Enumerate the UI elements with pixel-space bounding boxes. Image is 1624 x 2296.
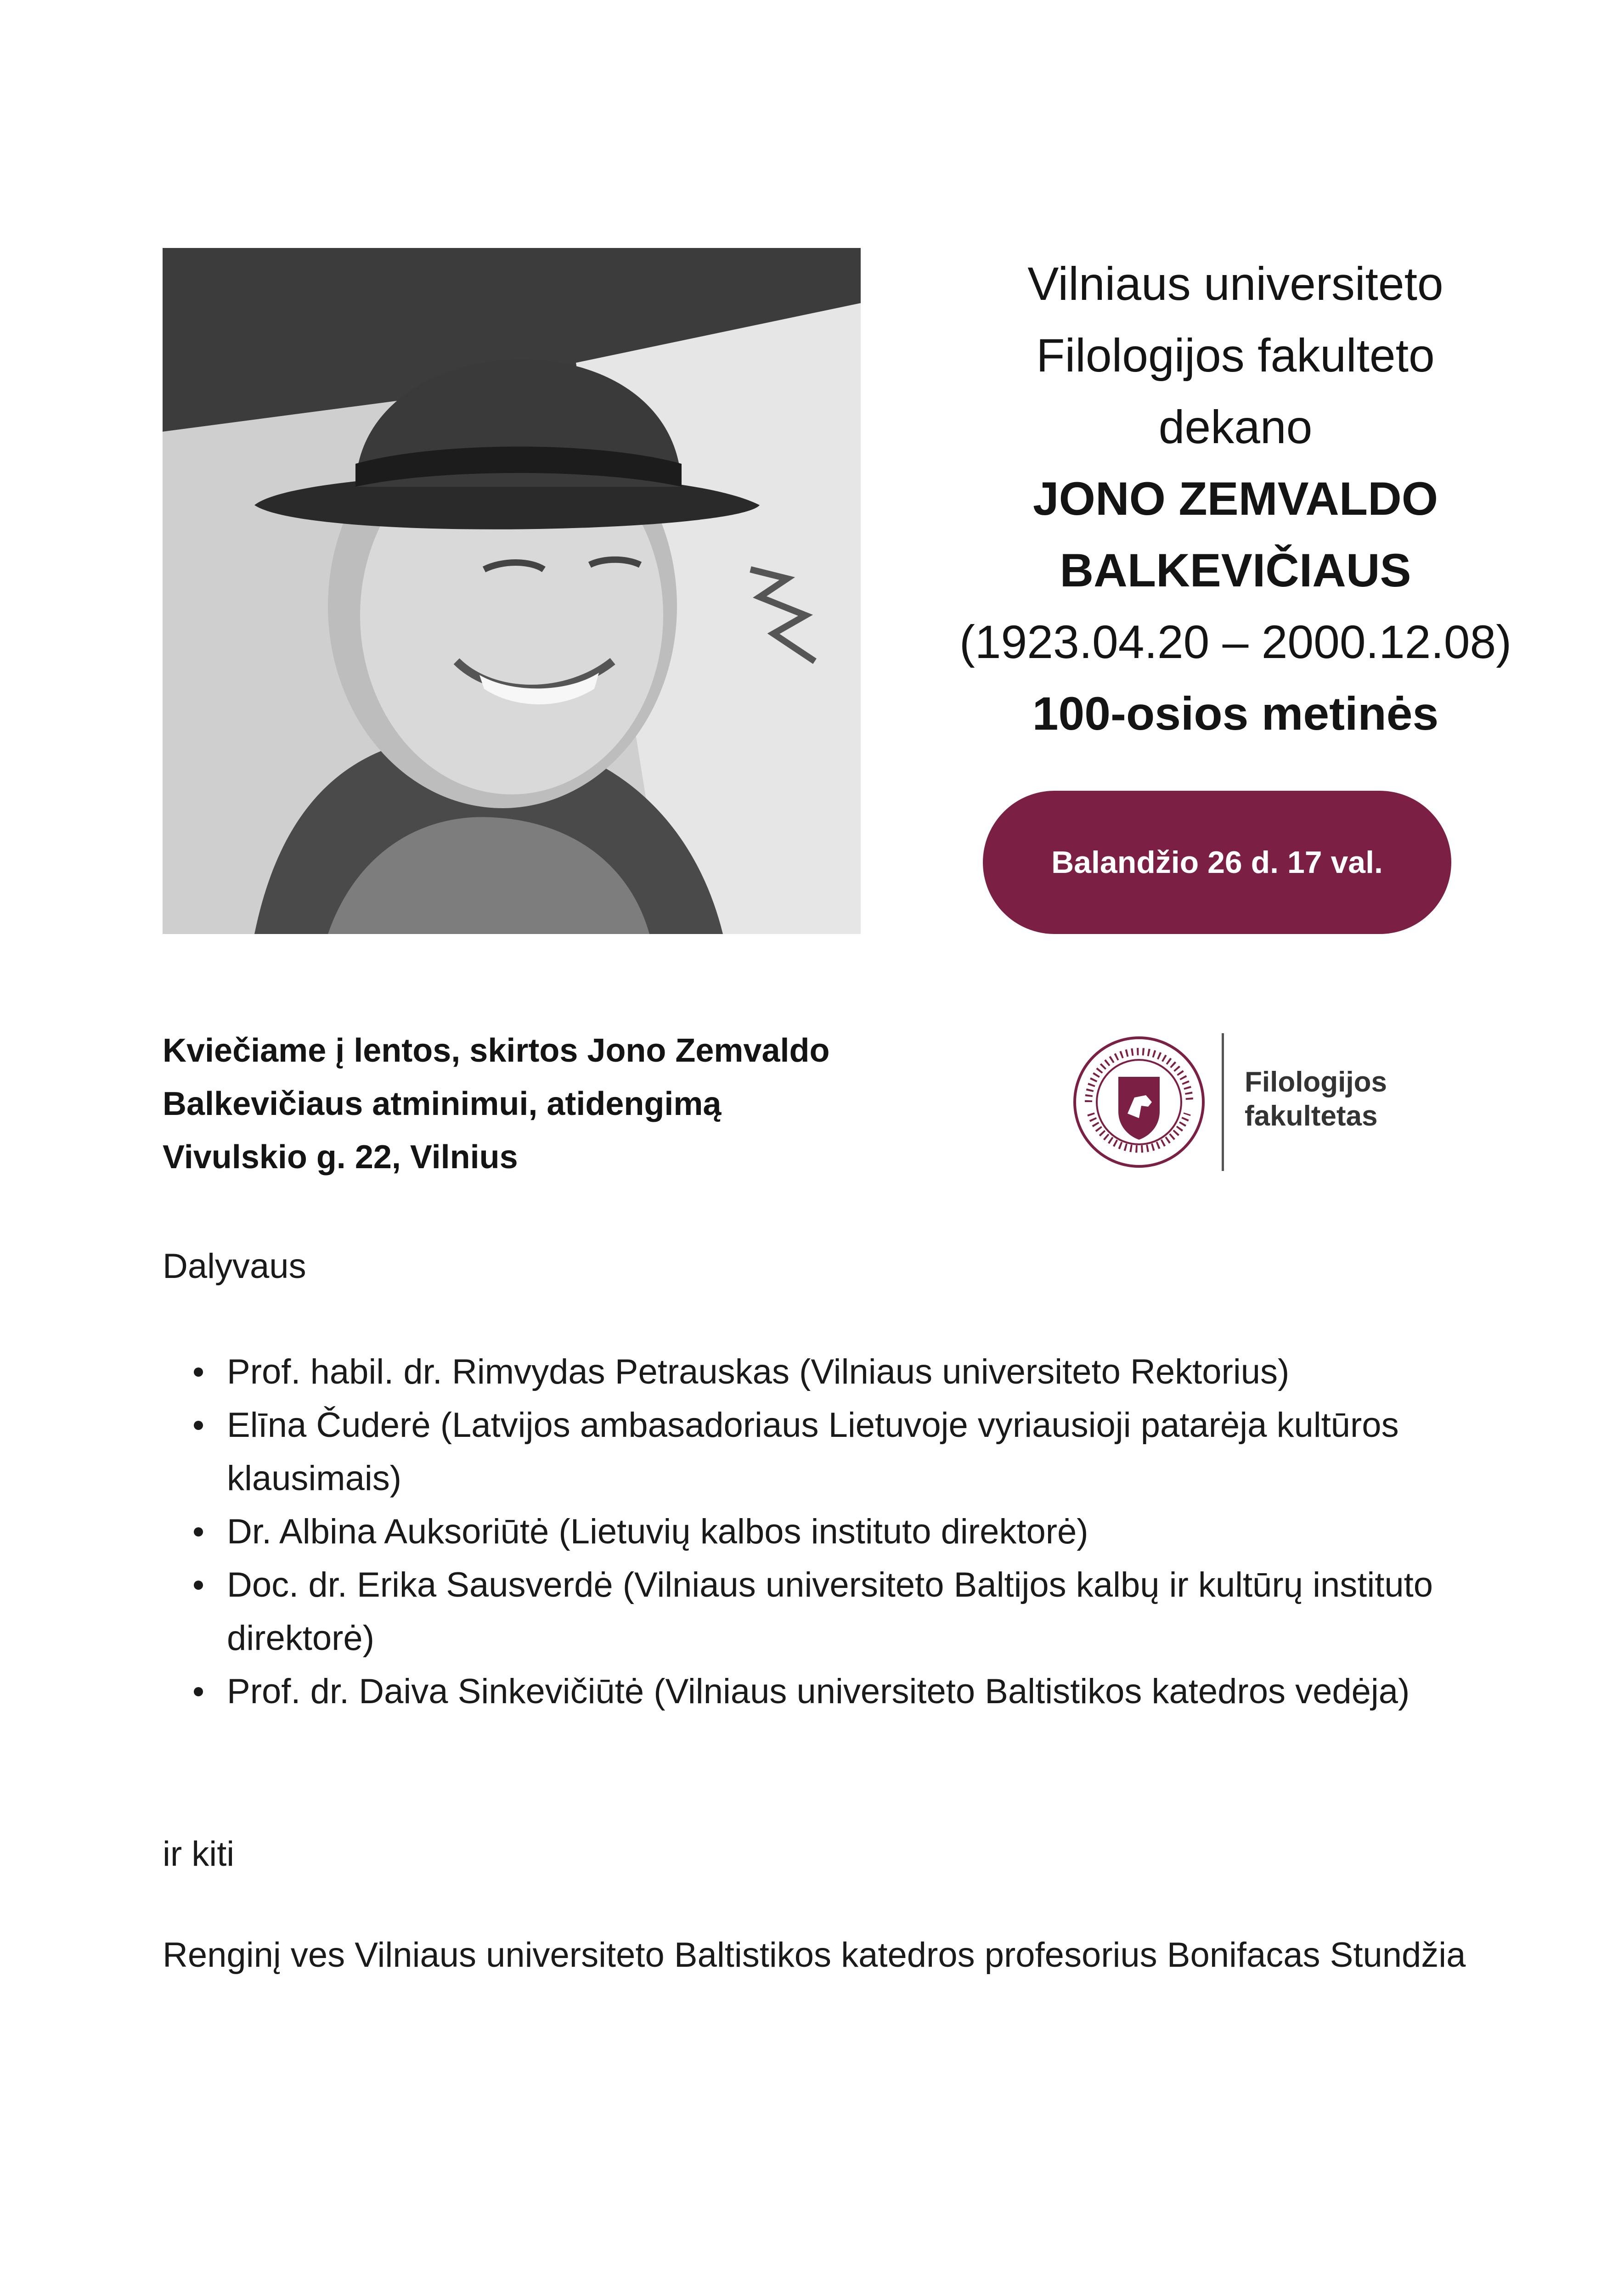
faculty-name-line-1: Filologijos — [1245, 1066, 1387, 1098]
portrait-photo — [163, 248, 861, 934]
invitation-line-2: Balkevičiaus atminimui, atidengimą — [163, 1086, 722, 1122]
invitation-address: Vivulskio g. 22, Vilnius — [163, 1139, 518, 1176]
heading-dates: (1923.04.20 – 2000.12.08) — [959, 616, 1512, 668]
faculty-logo — [1070, 1024, 1438, 1162]
participants-label: Dalyvaus — [163, 1247, 306, 1286]
invitation-line-1: Kviečiame į lentos, skirtos Jono Zemvaldo — [163, 1032, 830, 1069]
heading-name-first: JONO ZEMVALDO — [1032, 473, 1438, 525]
heading-name-last: BALKEVIČIAUS — [1060, 544, 1411, 597]
event-heading — [891, 248, 1580, 749]
faculty-name-line-2: fakultetas — [1245, 1100, 1378, 1132]
participant-item: Prof. habil. dr. Rimvydas Petrauskas (Vilniaus universiteto Rektorius) — [227, 1345, 1559, 1399]
university-seal-icon — [1070, 1033, 1208, 1171]
portrait-illustration — [163, 248, 861, 934]
participant-item: Prof. dr. Daiva Sinkevičiūtė (Vilniaus universiteto Baltistikos katedros vedėja) — [227, 1665, 1559, 1718]
heading-university: Vilniaus universiteto — [1027, 258, 1444, 310]
others-text: ir kiti — [163, 1835, 235, 1874]
heading-faculty: Filologijos fakulteto — [1036, 329, 1435, 382]
participants-list — [163, 1345, 1559, 1718]
heading-anniversary: 100-osios metinės — [1032, 687, 1439, 740]
faculty-name — [1245, 1065, 1387, 1133]
participant-item: Elīna Čuderė (Latvijos ambasadoriaus Lietuvoje vyriausioji patarėja kultūros klausimais) — [227, 1399, 1559, 1505]
participant-item: Dr. Albina Auksoriūtė (Lietuvių kalbos instituto direktorė) — [227, 1505, 1559, 1559]
invitation-text — [163, 1024, 1035, 1184]
logo-divider — [1222, 1033, 1224, 1171]
heading-dean: dekano — [1158, 401, 1313, 453]
event-date-badge: Balandžio 26 d. 17 val. — [983, 791, 1451, 934]
participant-item: Doc. dr. Erika Sausverdė (Vilniaus universiteto Baltijos kalbų ir kultūrų instituto direktorė) — [227, 1559, 1559, 1665]
host-text: Renginį ves Vilniaus universiteto Baltistikos katedros profesorius Bonifacas Stundžia — [163, 1936, 1466, 1975]
